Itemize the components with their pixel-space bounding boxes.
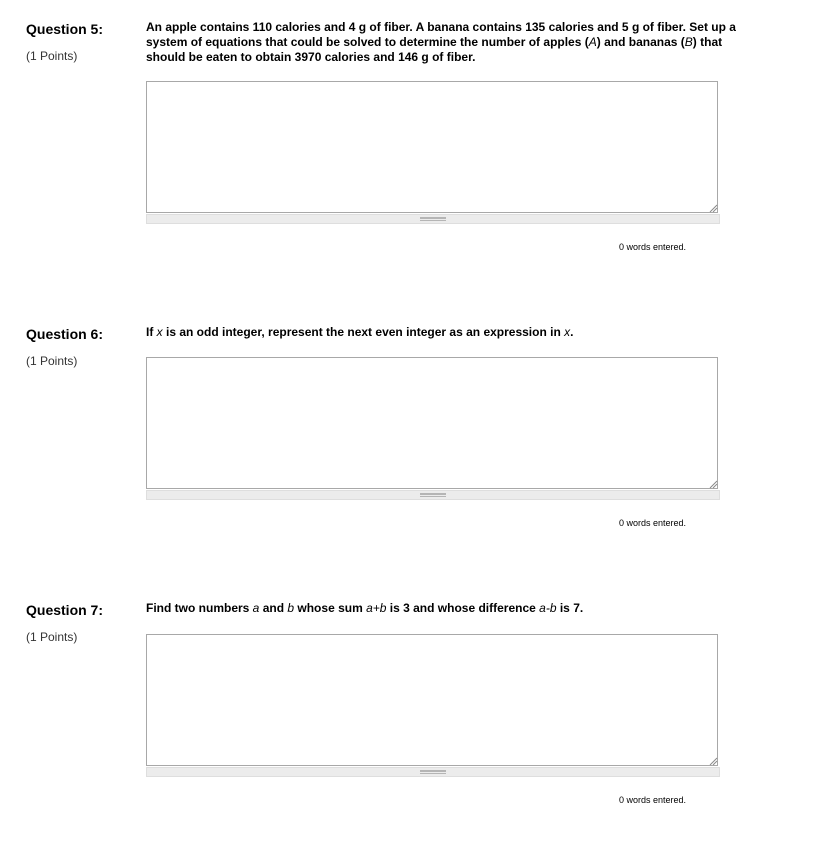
grip-icon [420,770,446,774]
answer-textarea[interactable] [146,634,718,766]
question-text-segment: . [570,325,574,339]
question-text-segment: is an odd integer, represent the next even integer as an expression in [162,325,565,339]
question-text-segment: and [259,601,288,615]
resize-handle[interactable] [146,490,720,500]
question-text [146,325,736,340]
math-variable: a [252,601,260,615]
question-text-segment: An apple contains 110 calories and 4 g of fiber. A banana contains 135 calories and 5 g of fiber. Set up a system of equations that could be solved to determine the number of apples ( [146,20,736,49]
grip-icon [420,217,446,221]
resize-corner-icon[interactable] [708,203,718,213]
question-text-segment: whose sum [294,601,367,615]
question-text [146,20,736,65]
math-variable: A [588,35,597,49]
math-variable: a+b [366,601,387,615]
resize-handle[interactable] [146,767,720,777]
answer-textarea[interactable] [146,81,718,213]
word-count: 0 words entered. [619,795,687,805]
answer-textarea[interactable] [146,357,718,489]
word-count: 0 words entered. [619,518,687,528]
grip-icon [420,493,446,497]
question-points: (1 Points) [26,49,78,63]
question-points: (1 Points) [26,354,78,368]
math-variable: x [564,325,571,339]
question-text-segment: is 3 and whose difference [386,601,540,615]
resize-corner-icon[interactable] [708,756,718,766]
question-label: Question 6: [26,326,104,342]
question-label: Question 7: [26,602,104,618]
question-label: Question 5: [26,21,104,37]
question-text-segment: ) and bananas ( [596,35,685,49]
math-variable: x [156,325,163,339]
question-text-segment: is 7. [556,601,584,615]
math-variable: B [684,35,693,49]
question-points: (1 Points) [26,630,78,644]
word-count: 0 words entered. [619,242,687,252]
question-text [146,601,736,616]
resize-handle[interactable] [146,214,720,224]
math-variable: b [287,601,295,615]
resize-corner-icon[interactable] [708,479,718,489]
math-variable: a-b [539,601,557,615]
question-text-segment: ) that should be eaten to obtain 3970 calories and 146 g of fiber. [146,35,723,64]
question-text-segment: If [146,325,157,339]
question-text-segment: Find two numbers [146,601,253,615]
